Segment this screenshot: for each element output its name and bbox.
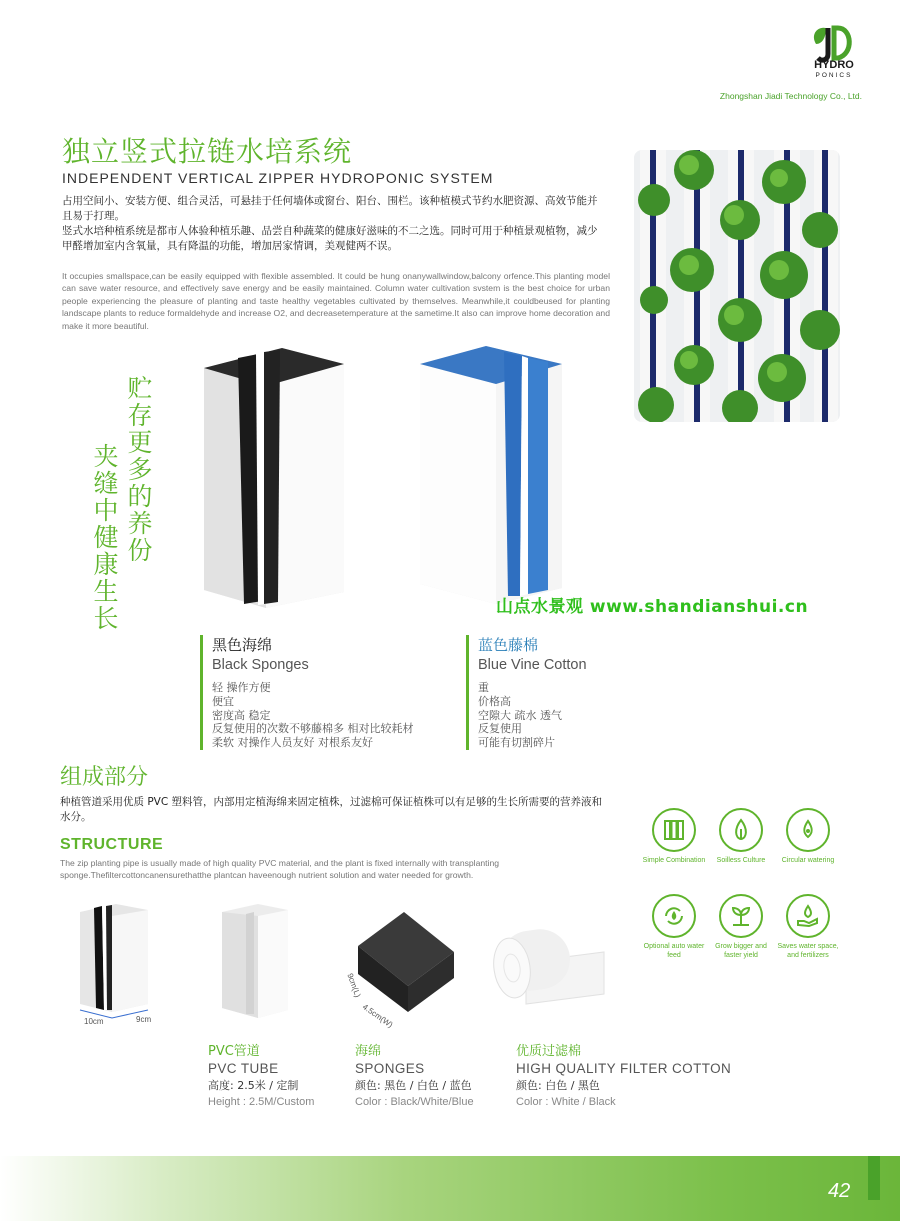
sponge-length-label: 9cm(L) [345,972,363,999]
spec-feature: 便宜 [212,694,234,708]
hand-drop-icon [786,894,830,938]
page-title-en: INDEPENDENT VERTICAL ZIPPER HYDROPONIC SYSTEM [62,170,494,186]
component-spec-en: Height : 2.5M/Custom [208,1096,315,1108]
recycle-icon [652,894,696,938]
spec-feature: 反复使用 [478,722,522,736]
component-spec-cn: 颜色: 白色 / 黑色 [516,1079,600,1092]
feature-label: Circular watering [781,857,835,864]
company-name: Zhongshan Jiadi Technology Co., Ltd. [719,91,862,101]
site-watermark: 山点水景观 www.shandianshui.cn [496,597,809,617]
component-name-en: HIGH QUALITY FILTER COTTON [516,1061,732,1076]
structure-desc-cn: 种植管道采用优质 PVC 塑料管，内部用定植海绵来固定植株，过滤棉可保证植株可以有足够的生长所需要的营养液和水分。 [60,796,603,823]
spec-feature: 轻 操作方便 [212,681,271,694]
spec-feature: 价格高 [478,694,511,708]
slogan-line-2: 夹缝中健康生长 [90,443,119,632]
footer-accent-bar [868,1156,880,1200]
component-pvc-tube [208,1043,314,1111]
hydroponics-logo [808,24,858,64]
structure-desc-en: The zip planting pipe is usually made of high quality PVC material, and the plant is fixed internally with transplanting sponge.Thefiltercottoncanensurethatthe plantcan haveenough nutrient solution and water needed for growth. [60,858,500,881]
page-title-cn: 独立竖式拉链水培系统 [62,135,353,168]
intro-en: It occupies smallspace,can be easily equipped with flexible assembled. It could be hung onanywallwindow,balcony orfence.This planting model can save water resource, and effectively save energy and be easily maintained. Column water cultivation svstem is the best choice for urban people experiencing the pleasure of planting and taste healthy vegetables cultivated by themselves. Meanwhile,it couldbeused for planting landscape plants to reduce formaldehyde and increase O2, and decreasetemperature at the sametime.It also can improve home decoration and make it more beautiful. [62,271,610,331]
feature-label: Simple Combination [642,857,706,864]
spec-name-en: Black Sponges [212,657,309,673]
spec-name-en: Blue Vine Cotton [478,657,587,673]
pvc-tube-with-sponge-image [72,900,162,1030]
intro-cn-p1: 占用空间小、安装方便、组合灵活，可悬挂于任何墙体或窗台、阳台、围栏。该种植模式节约水肥资源、高效节能并且易于打理。 [62,195,598,222]
feature-simple-combination [639,808,709,865]
feature-auto-water-feed [639,894,709,960]
spec-feature: 柔软 对操作人员友好 对根系友好 [212,736,373,750]
spec-feature: 空隙大 疏水 透气 [478,708,562,722]
feature-label: Grow bigger and faster yield [715,943,767,959]
sponge-width-label: 4.5cm(W) [360,1002,395,1030]
spec-name-cn: 蓝色藤棉 [478,636,539,654]
component-spec-cn: 颜色: 黑色 / 白色 / 蓝色 [355,1079,472,1092]
component-name-cn: 海绵 [355,1044,382,1059]
spec-name-cn: 黑色海绵 [212,636,273,654]
intro-cn [62,194,607,254]
water-drop-icon [786,808,830,852]
component-spec-en: Color : Black/White/Blue [355,1096,474,1108]
component-name-en: PVC TUBE [208,1061,279,1076]
feature-circular-watering [773,808,843,865]
component-filter-cotton [516,1043,731,1111]
feature-label: Saves water space, and fertilizers [777,943,839,959]
footer-band [0,1156,900,1221]
spec-feature: 重 [478,681,489,694]
feature-label: Optional auto water feed [643,943,705,959]
slogan-line-1: 贮存更多的养份 [124,375,153,564]
black-sponge-spec [200,635,414,750]
leaf-drop-icon [719,808,763,852]
spec-feature: 反复使用的次数不够藤棉多 相对比较耗材 [212,722,414,736]
combination-icon [652,808,696,852]
feature-grow-bigger [706,894,776,960]
intro-cn-p2: 竖式水培种植系统是都市人体验种植乐趣、品尝自种蔬菜的健康好滋味的不二之选。同时可用于种植景观植物，减少甲醛增加室内含氧量，具有降温的功能，增加居家情调，美观健两不误。 [62,225,598,252]
component-name-en: SPONGES [355,1061,425,1076]
tube-width-label: 10cm [84,1017,104,1026]
plant-wall-photo [634,150,840,422]
blue-vine-cotton-tube-image [416,344,566,606]
black-sponge-tube-image [198,346,348,610]
tube-depth-label: 9cm [136,1015,152,1024]
pvc-tube-image [218,902,298,1020]
filter-cotton-roll-image [486,922,610,1010]
structure-title-en: STRUCTURE [60,836,164,853]
black-sponge-image [342,912,462,1030]
component-name-cn: 优质过滤棉 [516,1044,582,1059]
feature-soilless-culture [706,808,776,865]
feature-saves-water [773,894,843,960]
component-name-cn: PVC管道 [208,1044,260,1059]
component-spec-en: Color : White / Black [516,1096,616,1108]
component-spec-cn: 高度: 2.5米 / 定制 [208,1079,299,1092]
blue-cotton-spec [466,635,587,750]
spec-feature: 密度高 稳定 [212,708,271,722]
spec-feature: 可能有切割碎片 [478,736,555,750]
component-sponges [355,1043,474,1111]
logo-wordmark: HYDRO PONICS [814,59,854,79]
feature-label: Soilless Culture [716,857,766,864]
page-number: 42 [828,1180,851,1202]
sprout-icon [719,894,763,938]
structure-title-cn: 组成部分 [60,765,149,790]
